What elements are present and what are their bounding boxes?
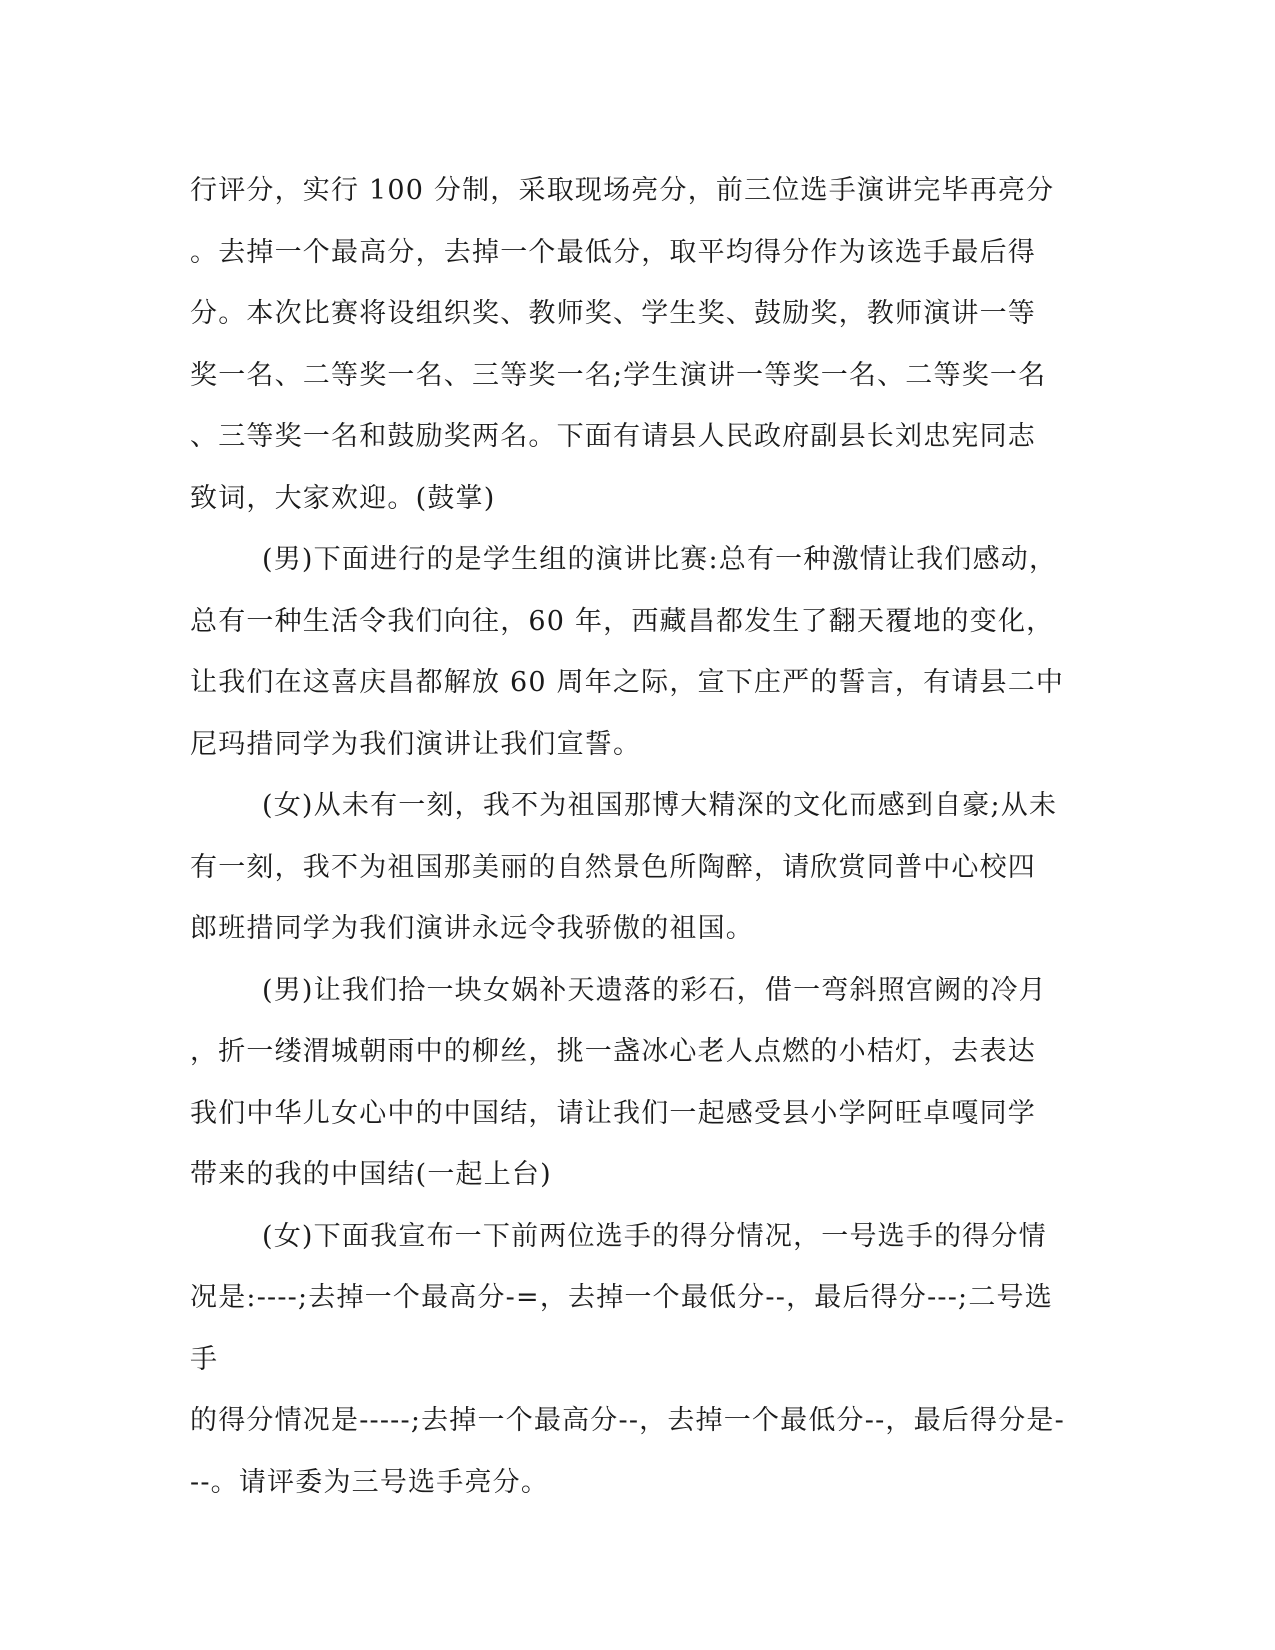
text-line: 有一刻，我不为祖国那美丽的自然景色所陶醉，请欣赏同普中心校四: [190, 851, 1036, 883]
paragraph-female-host-1: [190, 775, 1070, 960]
text-line: (男)让我们拾一块女娲补天遗落的彩石，借一弯斜照宫阙的冷月: [262, 974, 1047, 1006]
text-line: 奖一名、二等奖一名、三等奖一名;学生演讲一等奖一名、二等奖一名: [190, 359, 1047, 391]
text-line: 。去掉一个最高分，去掉一个最低分，取平均得分作为该选手最后得: [190, 236, 1036, 268]
text-line: 我们中华儿女心中的中国结，请让我们一起感受县小学阿旺卓嘎同学: [190, 1097, 1036, 1129]
text-line: 郎班措同学为我们演讲永远令我骄傲的祖国。: [190, 913, 754, 944]
text-line: ，折一缕渭城朝雨中的柳丝，挑一盏冰心老人点燃的小桔灯，去表达: [190, 1036, 1036, 1067]
text-line: 尼玛措同学为我们演讲让我们宣誓。: [190, 728, 642, 760]
paragraph-scoring-rules: [190, 160, 1070, 529]
document-body: [190, 160, 1070, 1513]
text-line: 总有一种生活令我们向往，60 年，西藏昌都发生了翻天覆地的变化，: [190, 605, 1055, 637]
text-line: 行评分，实行 100 分制，采取现场亮分，前三位选手演讲完毕再亮分: [190, 175, 1055, 206]
text-line: (女)下面我宣布一下前两位选手的得分情况，一号选手的得分情: [262, 1220, 1047, 1252]
text-line: (女)从未有一刻，我不为祖国那博大精深的文化而感到自豪;从未: [262, 790, 1058, 821]
text-line: 分。本次比赛将设组织奖、教师奖、学生奖、鼓励奖，教师演讲一等: [190, 298, 1036, 329]
text-line: 况是:----;去掉一个最高分-=，去掉一个最低分--，最后得分---;二号选手: [190, 1282, 1053, 1375]
paragraph-male-host-2: [190, 960, 1070, 1206]
text-line: 致词，大家欢迎。(鼓掌): [190, 482, 496, 514]
text-line: 、三等奖一名和鼓励奖两名。下面有请县人民政府副县长刘忠宪同志: [190, 421, 1036, 452]
paragraph-female-host-2: [190, 1206, 1070, 1514]
text-line: --。请评委为三号选手亮分。: [190, 1466, 550, 1498]
text-line: 的得分情况是-----;去掉一个最高分--，去掉一个最低分--，最后得分是-: [190, 1405, 1065, 1436]
paragraph-male-host-1: [190, 529, 1070, 775]
text-line: 带来的我的中国结(一起上台): [190, 1159, 552, 1190]
text-line: (男)下面进行的是学生组的演讲比赛:总有一种激情让我们感动，: [262, 544, 1058, 575]
text-line: 让我们在这喜庆昌都解放 60 周年之际，宣下庄严的誓言，有请县二中: [190, 667, 1065, 698]
